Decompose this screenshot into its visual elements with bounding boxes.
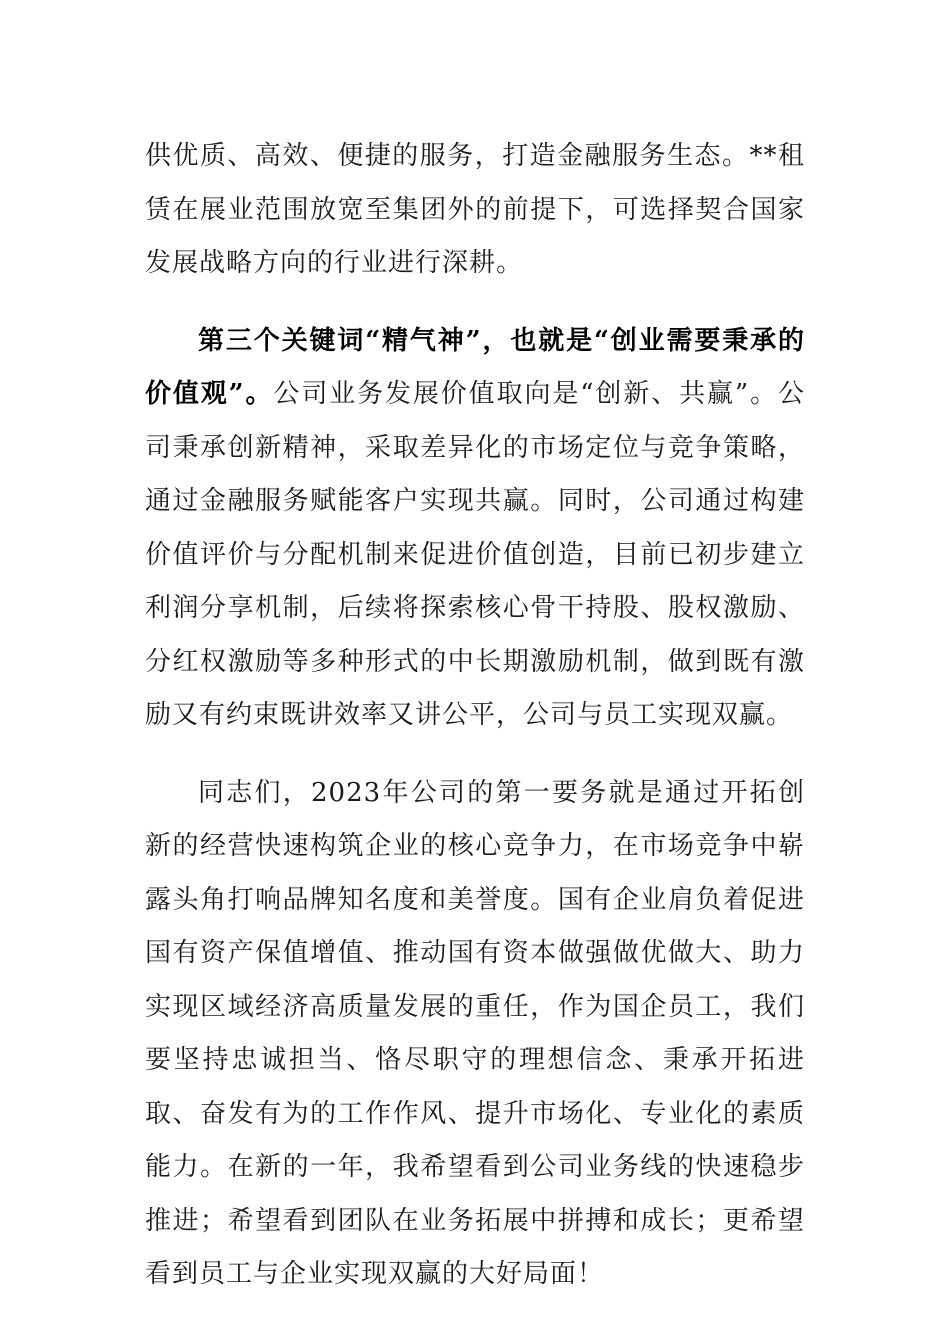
paragraph-closing xyxy=(145,767,805,1302)
paragraph-text: 公司业务发展价值取向是“创新、共赢”。公司秉承创新精神，采取差异化的市场定位与竞争策略，通过金融服务赋能客户实现共赢。同时，公司通过构建价值评价与分配机制来促进价值创造，目前已初步建立利润分享机制，后续将探索核心骨干持股、股权激励、分红权激励等多种形式的中长期激励机制，做到既有激励又有约束既讲效率又讲公平，公司与员工实现双赢。 xyxy=(145,379,805,730)
paragraph-text: 供优质、高效、便捷的服务，打造金融服务生态。**租赁在展业范围放宽至集团外的前提下，可选择契合国家发展战略方向的行业进行深耕。 xyxy=(145,141,805,278)
document-body xyxy=(145,130,805,1302)
paragraph-continuation xyxy=(145,130,805,291)
paragraph-text: 同志们，2023年公司的第一要务就是通过开拓创新的经营快速构筑企业的核心竞争力，在市场竞争中崭露头角打响品牌知名度和美誉度。国有企业肩负着促进国有资产保值增值、推动国有资本做强做优做大、助力实现区域经济高质量发展的重任，作为国企员工，我们要坚持忠诚担当、恪尽职守的理想信念、秉承开拓进取、奋发有为的工作作风、提升市场化、专业化的素质能力。在新的一年，我希望看到公司业务线的快速稳步推进；希望看到团队在业务拓展中拼搏和成长；更希望看到员工与企业实现双赢的大好局面！ xyxy=(145,777,805,1289)
paragraph-keyword-three xyxy=(145,315,805,743)
keyword-heading: 第三个关键词“精气神”，也就是“创业需要秉承的价值观”。 xyxy=(145,325,805,409)
